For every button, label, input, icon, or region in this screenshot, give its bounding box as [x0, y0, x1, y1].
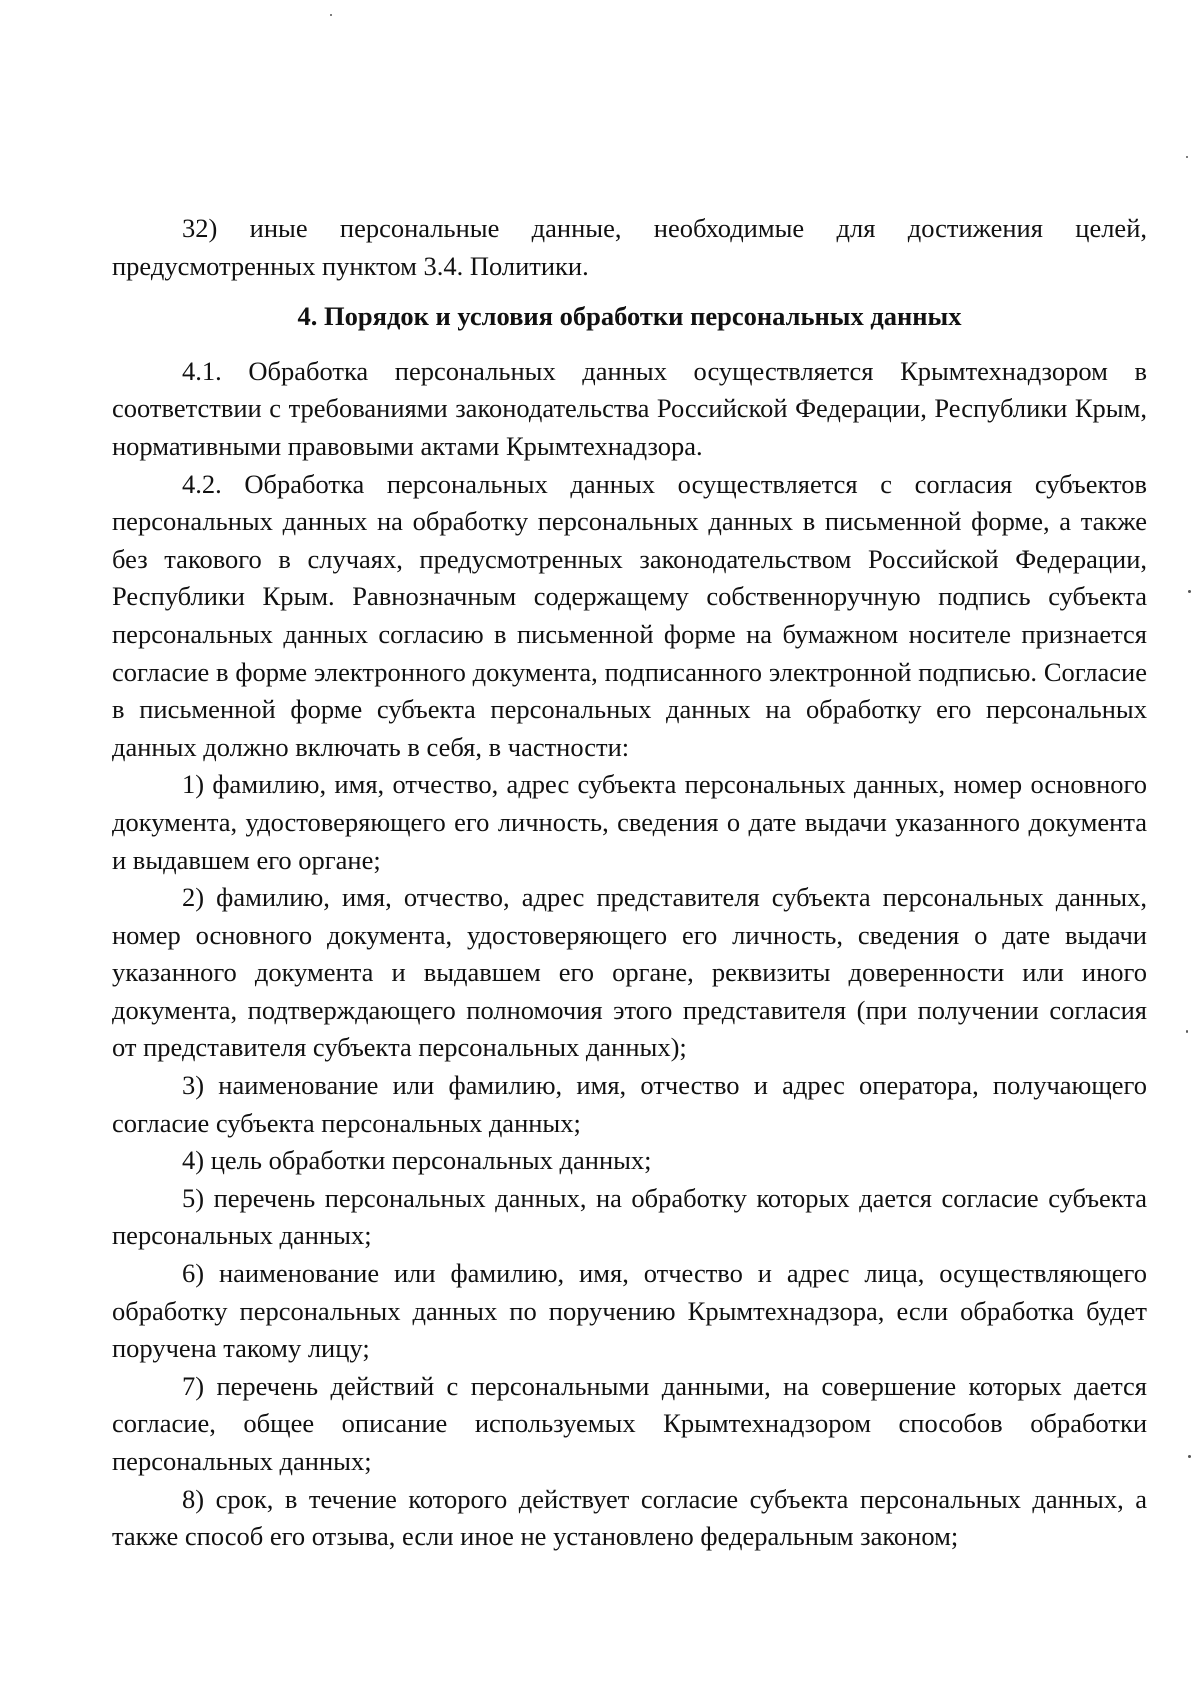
- list-item-8: 8) срок, в течение которого действует согласие субъекта персональных данных, а также способ его отзыва, если иное не установлено федеральным законом;: [112, 1483, 1147, 1552]
- scan-speck: [1186, 156, 1188, 158]
- list-item-4: 4) цель обработки персональных данных;: [182, 1145, 652, 1176]
- section-heading: 4. Порядок и условия обработки персональных данных: [297, 301, 962, 332]
- list-item-2: 2) фамилию, имя, отчество, адрес представителя субъекта персональных данных, номер основного документа, удостоверяющего его личность, сведения о дате выдачи указанного документа и выдавшем его органе, реквизиты доверенности или иного документа, подтверждающего полномочия этого представителя (при получении согласия от представителя субъекта персональных данных);: [112, 882, 1147, 1063]
- clause-4-2: 4.2. Обработка персональных данных осуществляется с согласия субъектов персональных данных на обработку персональных данных в письменной форме, а также без такового в случаях, предусмотренных законодательством Российской Федерации, Республики Крым. Равнозначным содержащему собственноручную подпись субъекта персональных данных согласию в письменной форме на бумажном носителе признается согласие в форме электронного документа, подписанного электронной подписью. Согласие в письменной форме субъекта персональных данных на обработку его персональных данных должно включать в себя, в частности:: [112, 468, 1147, 762]
- clause-4-1: 4.1. Обработка персональных данных осуществляется Крымтехнадзором в соответствии с требованиями законодательства Российской Федерации, Республики Крым, нормативными правовыми актами Крымтехнадзора.: [112, 355, 1147, 461]
- scan-speck: [330, 14, 332, 16]
- list-item-3: 3) наименование или фамилию, имя, отчество и адрес оператора, получающего согласие субъекта персональных данных;: [112, 1070, 1147, 1138]
- list-item-32: 32) иные персональные данные, необходимые для достижения целей, предусмотренных пунктом 3.4. Политики.: [112, 213, 1147, 281]
- scan-speck: [1188, 590, 1191, 593]
- document-page: [112, 210, 1147, 1556]
- list-item-7: 7) перечень действий с персональными данными, на совершение которых дается согласие, общее описание используемых Крымтехнадзором способов обработки персональных данных;: [112, 1370, 1147, 1476]
- scan-speck: [1186, 1030, 1188, 1033]
- list-item-1: 1) фамилию, имя, отчество, адрес субъекта персональных данных, номер основного документа, удостоверяющего его личность, сведения о дате выдачи указанного документа и выдавшем его органе;: [112, 769, 1147, 875]
- scan-speck: [1188, 1455, 1191, 1458]
- list-item-6: 6) наименование или фамилию, имя, отчество и адрес лица, осуществляющего обработку персональных данных по поручению Крымтехнадзора, если обработка будет поручена такому лицу;: [112, 1258, 1147, 1364]
- list-item-5: 5) перечень персональных данных, на обработку которых дается согласие субъекта персональных данных;: [112, 1182, 1147, 1251]
